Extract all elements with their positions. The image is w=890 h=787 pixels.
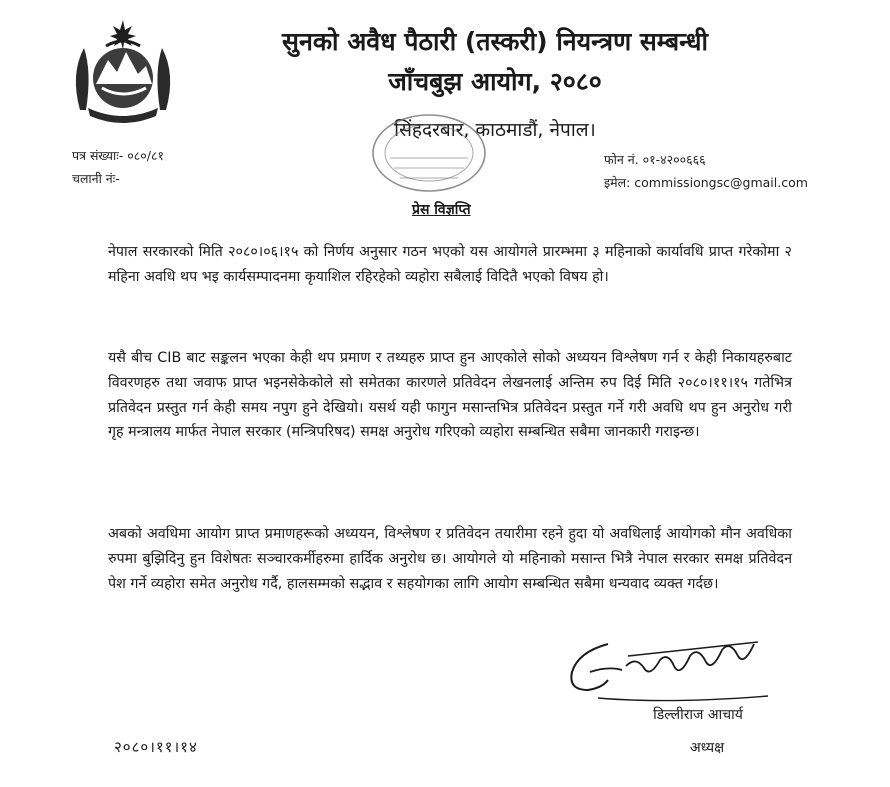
- press-release-heading: प्रेस विज्ञप्ति: [412, 202, 471, 218]
- commission-address: सिंहदरबार, काठमाडौं, नेपाल।: [394, 119, 596, 141]
- commission-title-line2: जाँचबुझ आयोग, २०८०: [388, 67, 602, 96]
- nepal-emblem-icon: [62, 14, 184, 126]
- handwritten-signature-icon: [568, 626, 774, 712]
- signatory-name: डिल्लीराज आचार्य: [653, 707, 743, 723]
- email-address: इमेल: commissiongsc@gmail.com: [604, 175, 808, 190]
- body-paragraph-3: अबको अवधिमा आयोग प्राप्त प्रमाणहरूको अध्ययन, विश्लेषण र प्रतिवेदन तयारीमा रहने हुदा यो अवधिलाई आयोगको मौन अवधिका रुपमा बुझिदिनु हुन विशेषतः सञ्चारकर्मीहरुमा हार्दिक अनुरोध छ। आयोगले यो महिनाको मसान्त भित्रै नेपाल सरकार समक्ष प्रतिवेदन पेश गर्ने व्यहोरा समेत अनुरोध गर्दै, हालसम्मको सद्भाव र सहयोगका लागि आयोग सम्बन्धित सबैमा धन्यवाद व्यक्त गर्दछ।: [108, 526, 792, 592]
- office-stamp-icon: [368, 110, 490, 196]
- signatory-title: अध्यक्ष: [690, 740, 725, 756]
- reference-number: पत्र संख्याः- ०८०/८१: [72, 148, 164, 163]
- body-paragraph-1: नेपाल सरकारको मिति २०८०।०६।१५ को निर्णय अनुसार गठन भएको यस आयोगले प्रारम्भमा ३ महिनाको कार्यावधि प्राप्त गरेकोमा २ महिना अवधि थप भइ कार्यसम्पादनमा कृयाशिल रहिरहेको व्यहोरा सबैलाई विदितै भएको विषय हो।: [108, 244, 792, 285]
- body-paragraph-2: यसै बीच CIB बाट सङ्कलन भएका केही थप प्रमाण र तथ्यहरु प्राप्त हुन आएकोले सोको अध्ययन विश्लेषण गर्न र केही निकायहरुबाट विवरणहरु तथा जवाफ प्राप्त भइनसेकेकोले सो समेतका कारणले प्रतिवेदन लेखनलाई अन्तिम रुप दिई मिति २०८०।११।१५ गतेभित्र प्रतिवेदन प्रस्तुत गर्न केही समय नपुग हुने देखियो। यसर्थ यही फागुन मसान्तभित्र प्रतिवेदन प्रस्तुत गर्ने गरी अवधि थप हुन अनुरोध गरी गृह मन्त्रालय मार्फत नेपाल सरकार (मन्त्रिपरिषद) समक्ष अनुरोध गरिएको व्यहोरा सम्बन्धित सबैमा जानकारी गराइन्छ।: [108, 350, 792, 441]
- phone-number: फोन नं. ०१-४२००६६६: [604, 152, 706, 167]
- dispatch-number: चलानी नंः-: [72, 171, 120, 186]
- commission-title-line1: सुनको अवैध पैठारी (तस्करी) नियन्त्रण सम्बन्धी: [282, 27, 708, 56]
- document-date: २०८०।११।१४: [114, 738, 198, 756]
